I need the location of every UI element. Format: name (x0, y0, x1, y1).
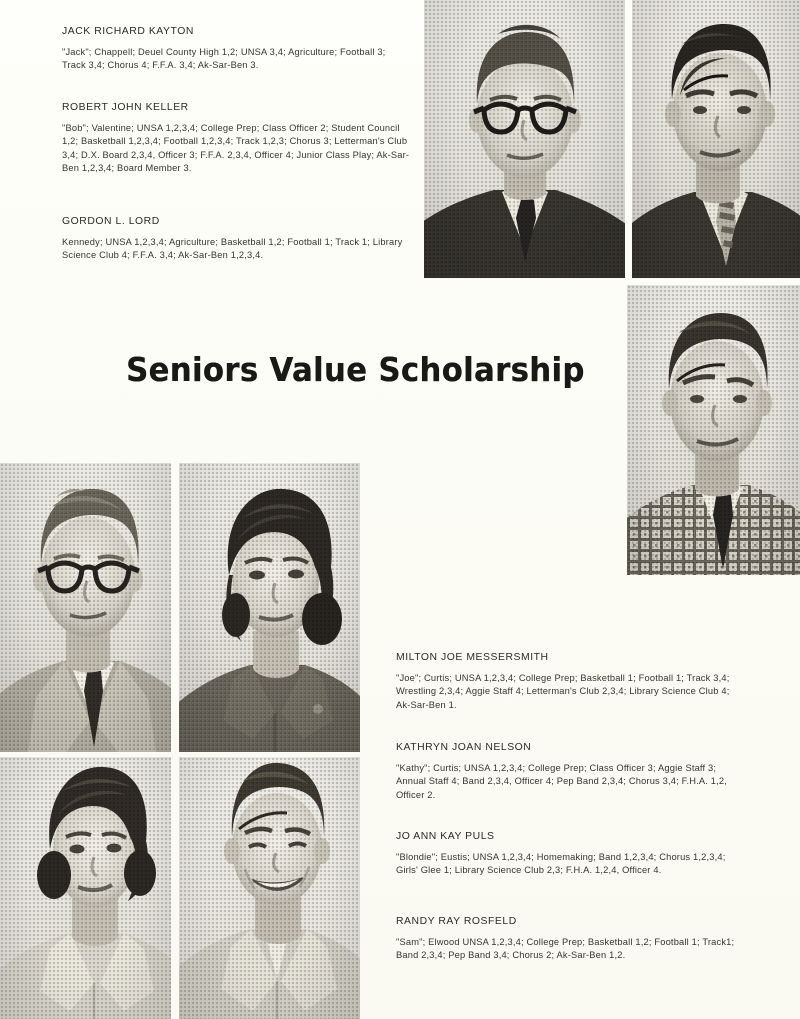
portrait-photo-grid-r2c2 (179, 757, 360, 1019)
portrait-photo-grid-r1c2 (179, 463, 360, 752)
senior-name: GORDON L. LORD (62, 216, 160, 227)
senior-activities: "Bob"; Valentine; UNSA 1,2,3,4; College Prep; Class Officer 2; Student Council 1,2; Basketball 1,2,3,4; Football 1,2,3,4; Track 1,2,3; Chorus 3; Letterman's Club 3,4; D.X. Board 2,3,4, Officer 3; F.F.A. 2,3,4, Officer 4; Junior Class Play; Ak-Sar-Ben 1,2,3,4; Board Member 3. (62, 123, 410, 174)
senior-activities: "Sam"; Elwood UNSA 1,2,3,4; College Prep; Basketball 1,2; Football 1; Track1; Band 2,3,4; Pep Band 3,4; Chorus 2; Ak-Sar-Ben 1,2. (396, 937, 735, 961)
senior-activities: Kennedy; UNSA 1,2,3,4; Agriculture; Basketball 1,2; Football 1; Track 1; Library Science Club 4; F.F.A. 3,4; Ak-Sar-Ben 1,2,3,4. (62, 237, 403, 261)
portrait-photo-right-middle (627, 285, 800, 575)
senior-entry-puls (396, 831, 744, 878)
senior-entry-rosfeld (396, 916, 744, 963)
senior-activities: "Jack"; Chappell; Deuel County High 1,2; UNSA 3,4; Agriculture; Football 3; Track 3,4; Chorus 4; F.F.A. 3,4; Ak-Sar-Ben 3. (62, 47, 386, 71)
senior-name: JO ANN KAY PULS (396, 831, 495, 842)
senior-entry-nelson (396, 742, 744, 802)
senior-entry-lord (62, 216, 410, 263)
portrait-photo-grid-r2c1 (0, 757, 171, 1019)
portrait-photo-grid-r1c1 (0, 463, 171, 752)
senior-name: MILTON JOE MESSERSMITH (396, 652, 549, 663)
senior-entry-keller (62, 102, 410, 176)
senior-activities: "Joe"; Curtis; UNSA 1,2,3,4; College Prep; Basketball 1; Football 1; Track 3,4; Wrestling 2,3,4; Aggie Staff 4; Letterman's Club 2,3,4; Library Science Club 4; Ak-Sar-Ben 1. (396, 673, 730, 710)
senior-activities: "Kathy"; Curtis; UNSA 1,2,3,4; College Prep; Class Officer 3; Aggie Staff 3; Annual Staff 4; Band 2,3,4, Officer 4; Pep Band 2,3,4; Chorus 3,4; F.H.A. 1,2, Officer 2. (396, 763, 728, 800)
senior-activities: "Blondie"; Eustis; UNSA 1,2,3,4; Homemaking; Band 1,2,3,4; Chorus 1,2,3,4; Girls' Glee 1; Library Science Club 2,3; F.H.A. 1,2,4, Officer 4. (396, 852, 726, 876)
senior-name: RANDY RAY ROSFELD (396, 916, 517, 927)
senior-entry-messersmith (396, 652, 744, 712)
senior-name: KATHRYN JOAN NELSON (396, 742, 532, 753)
portrait-photo-top-left (424, 0, 625, 278)
senior-name: JACK RICHARD KAYTON (62, 26, 194, 37)
portrait-photo-top-right (632, 0, 800, 278)
senior-entry-kayton (62, 26, 410, 73)
page-headline: Seniors Value Scholarship (126, 350, 585, 389)
senior-name: ROBERT JOHN KELLER (62, 102, 189, 113)
